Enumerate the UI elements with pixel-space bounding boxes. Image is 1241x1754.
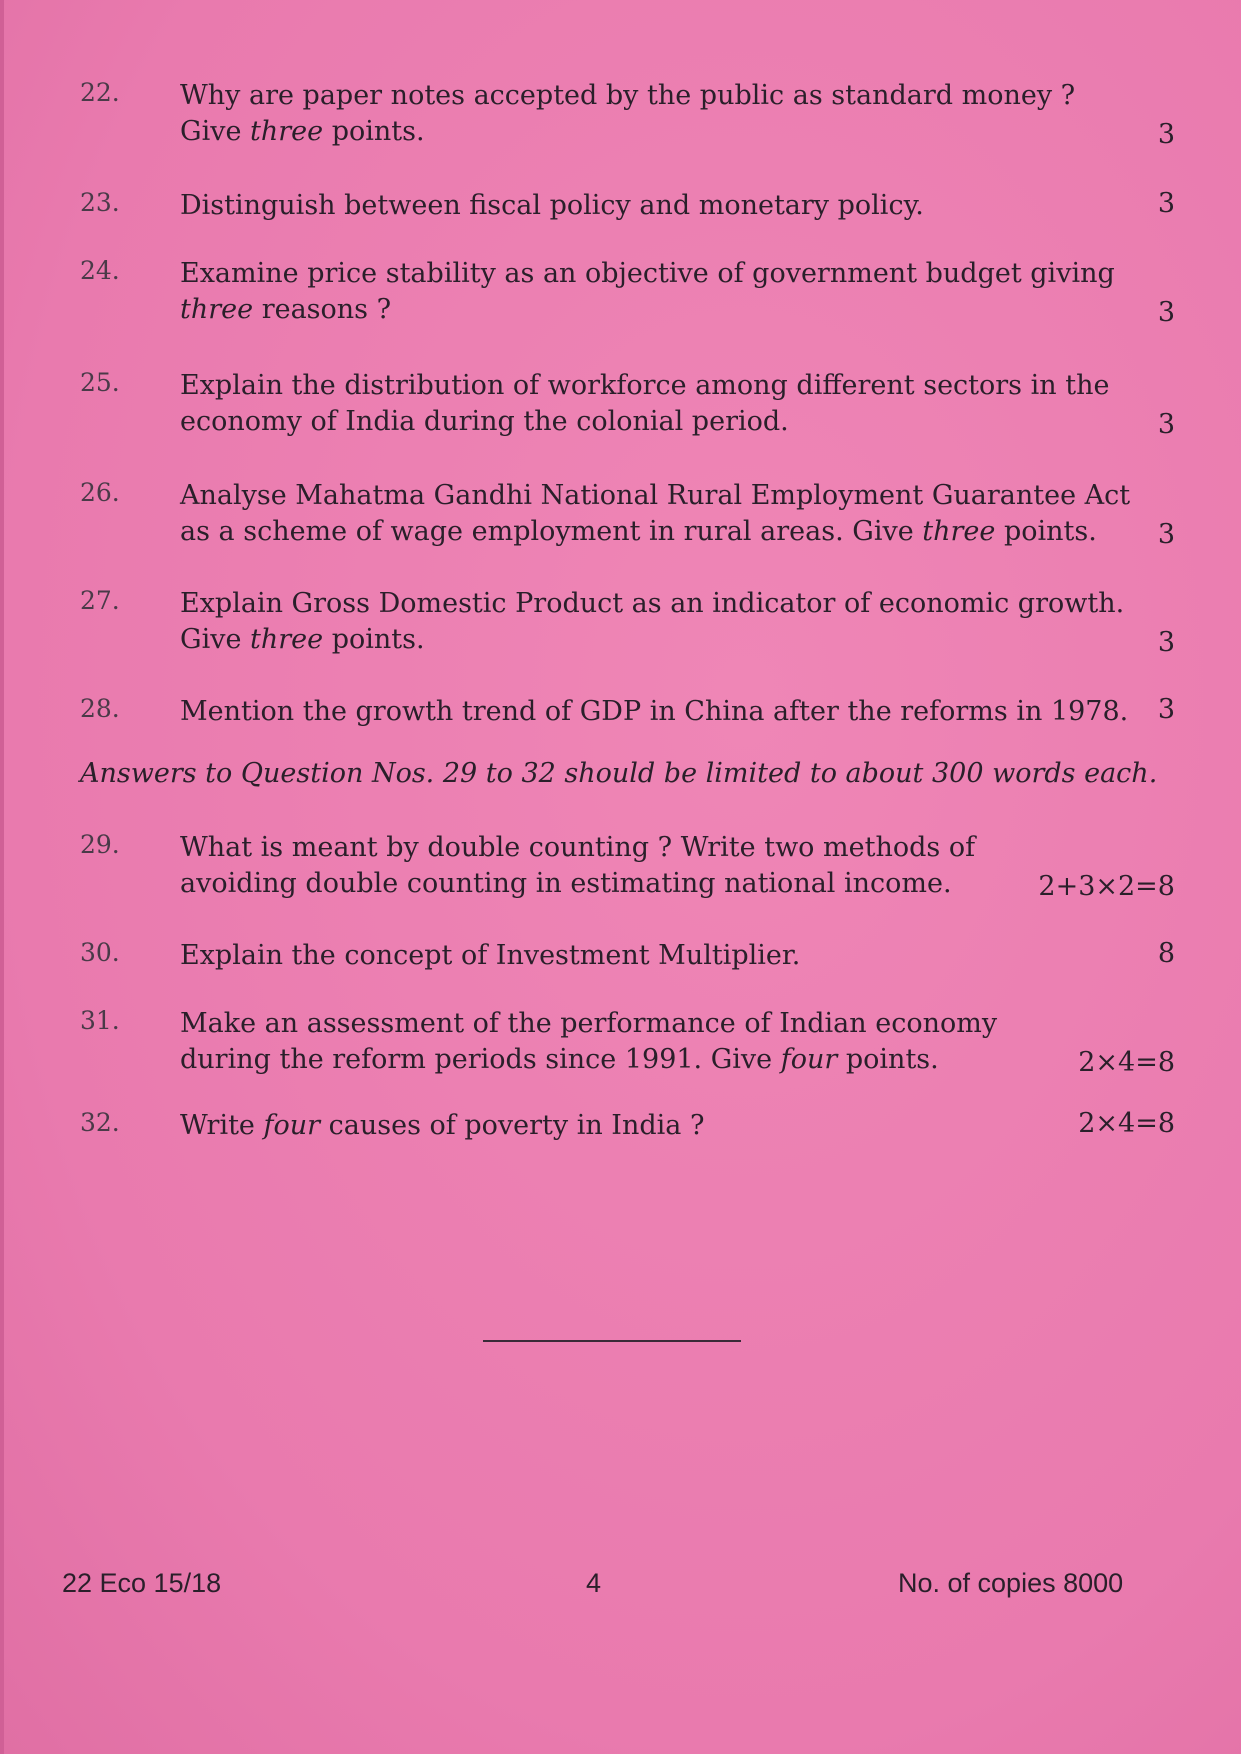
question-marks: 3 xyxy=(1157,119,1175,150)
question-marks: 3 xyxy=(1157,694,1175,725)
question-number: 32. xyxy=(80,1108,120,1137)
question-number: 27. xyxy=(80,586,120,615)
question-23 xyxy=(80,188,1175,224)
question-number: 23. xyxy=(80,188,120,217)
footer-code: 22 Eco 15/18 xyxy=(62,1568,222,1598)
question-marks: 3 xyxy=(1157,627,1175,658)
question-text: Distinguish between fiscal policy and monetary policy. xyxy=(180,190,924,221)
question-number: 22. xyxy=(80,78,120,107)
question-marks: 2+3×2=8 xyxy=(1038,871,1175,902)
question-26 xyxy=(80,478,1175,550)
question-marks: 2×4=8 xyxy=(1078,1108,1175,1139)
footer-page-number: 4 xyxy=(586,1568,602,1598)
question-text: Why are paper notes accepted by the public as standard money ? Give three points. xyxy=(180,80,1076,147)
question-text: Make an assessment of the performance of Indian economy during the reform periods since 1991. Give four points. xyxy=(180,1008,998,1075)
question-text: Explain Gross Domestic Product as an indicator of economic growth. Give three points. xyxy=(180,588,1125,655)
question-number: 31. xyxy=(80,1006,120,1035)
question-32 xyxy=(80,1108,1175,1144)
answer-length-instruction: Answers to Question Nos. 29 to 32 should be limited to about 300 words each. xyxy=(80,758,1158,789)
question-number: 24. xyxy=(80,256,120,285)
question-28 xyxy=(80,694,1175,730)
question-text: Analyse Mahatma Gandhi National Rural Employment Guarantee Act as a scheme of wage employment in rural areas. Give three points. xyxy=(180,480,1131,547)
question-number: 25. xyxy=(80,368,120,397)
question-24 xyxy=(80,256,1175,328)
question-marks: 2×4=8 xyxy=(1078,1047,1175,1078)
question-number: 29. xyxy=(80,830,120,859)
question-25 xyxy=(80,368,1175,440)
question-29 xyxy=(80,830,1175,902)
question-text: Explain the distribution of workforce among different sectors in the economy of India during the colonial period. xyxy=(180,370,1110,437)
question-marks: 3 xyxy=(1157,409,1175,440)
question-31 xyxy=(80,1006,1175,1078)
question-number: 28. xyxy=(80,694,120,723)
question-text: What is meant by double counting ? Write two methods of avoiding double counting in estimating national income. xyxy=(180,832,976,899)
question-marks: 3 xyxy=(1157,519,1175,550)
end-rule xyxy=(483,1340,741,1342)
page-edge xyxy=(0,0,4,1754)
question-text: Write four causes of poverty in India ? xyxy=(180,1110,705,1141)
question-marks: 3 xyxy=(1157,188,1175,219)
question-number: 26. xyxy=(80,478,120,507)
question-22 xyxy=(80,78,1175,150)
question-text: Mention the growth trend of GDP in China after the reforms in 1978. xyxy=(180,696,1129,727)
question-number: 30. xyxy=(80,938,120,967)
question-marks: 8 xyxy=(1157,938,1175,969)
footer-copies: No. of copies 8000 xyxy=(898,1568,1124,1598)
question-30 xyxy=(80,938,1175,974)
question-27 xyxy=(80,586,1175,658)
question-text: Explain the concept of Investment Multiplier. xyxy=(180,940,801,971)
question-text: Examine price stability as an objective of government budget giving three reasons ? xyxy=(180,258,1115,325)
question-marks: 3 xyxy=(1157,297,1175,328)
